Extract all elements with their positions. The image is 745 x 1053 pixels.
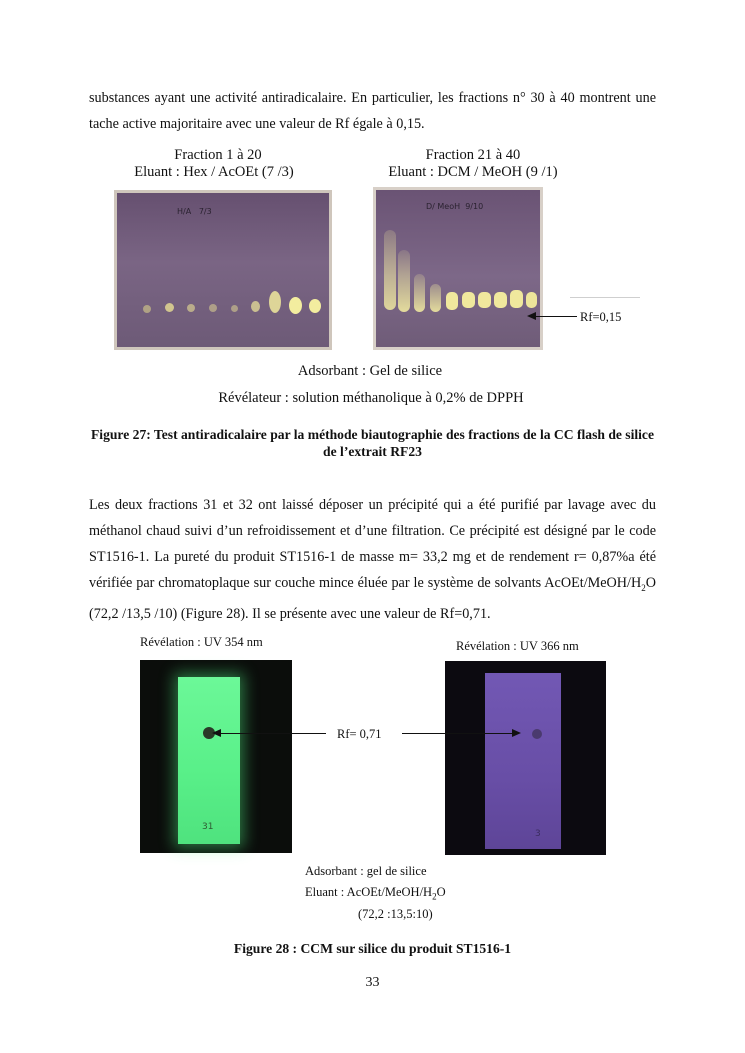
rf-guide-line [570, 297, 640, 298]
plate-mark-3: 3 [535, 829, 541, 839]
tlc-plate-fractions-1-20: H/A 7/3 [114, 190, 332, 350]
tlc-spot [462, 292, 475, 308]
tlc-streak [398, 250, 410, 312]
tlc-plate-violet [485, 673, 561, 849]
tlc-spot [209, 304, 217, 312]
tlc-spot [187, 304, 195, 312]
tlc-spot [478, 292, 491, 308]
tlc-plate-uv366 [445, 661, 606, 855]
tlc-spot [251, 301, 260, 312]
fig27-left-title: Fraction 1 à 20 [174, 147, 262, 163]
fig28-ratio: (72,2 :13,5:10) [358, 907, 433, 921]
fig27-right-eluant: Eluant : DCM / MeOH (9 /1) [388, 164, 558, 180]
eluant-text: O [436, 885, 446, 899]
tlc-spot [269, 291, 281, 313]
figure-27-caption: Figure 27: Test antiradicalaire par la méthode biautographie des fractions de la CC flash de silice de l’extrait RF23 [91, 427, 654, 459]
tlc-spot [494, 292, 507, 308]
tlc-spot [231, 305, 238, 312]
plate-mark-31: 31 [202, 822, 214, 832]
tlc-streak [384, 230, 396, 310]
paragraph-intro: substances ayant une activité antiradicalaire. En particulier, les fractions n° 30 à 40 montrent une tache active majoritaire avec une valeur de Rf égale à 0,15. [89, 90, 656, 132]
tlc-plate-fractions-21-40: D/ MeoH 9/10 [373, 187, 543, 350]
figure-28-caption: Figure 28 : CCM sur silice du produit ST1516-1 [233, 941, 512, 956]
tlc-spot [143, 305, 151, 313]
rf-arrow-left-line [220, 733, 326, 734]
tlc-plate-uv354 [140, 660, 292, 853]
tlc-spot-rf-071 [532, 729, 542, 739]
fig27-revelateur: Révélateur : solution méthanolique à 0,2% de DPPH [218, 390, 524, 406]
paragraph-purification [89, 492, 656, 627]
page-number: 33 [365, 975, 380, 990]
tlc-spot [165, 303, 174, 312]
paragraph-text: O (72,2 /13,5 /10) (Figure 28). Il se présente avec une valeur de Rf=0,71. [89, 575, 656, 622]
rf-arrow-right-line [402, 733, 512, 734]
fig28-left-title: Révélation : UV 354 nm [140, 635, 263, 649]
fig27-right-title: Fraction 21 à 40 [425, 147, 521, 163]
tlc-plate-green [178, 677, 240, 844]
subscript: 2 [641, 582, 646, 593]
arrow-right-head-icon [512, 729, 521, 737]
tlc-spot [510, 290, 523, 308]
fig28-right-title: Révélation : UV 366 nm [456, 639, 579, 653]
fig27-left-eluant: Eluant : Hex / AcOEt (7 /3) [134, 164, 294, 180]
tlc-spot [446, 292, 458, 310]
tlc-streak [414, 274, 425, 312]
rf-arrow-line [535, 316, 577, 317]
tlc-spot [289, 297, 302, 314]
fig28-eluant [305, 883, 446, 906]
paragraph-text: Les deux fractions 31 et 32 ont laissé déposer un précipité qui a été purifié par lavage avec du méthanol chaud suivi d’un refroidissement et d’une filtration. Ce précipité est désigné par le code ST1516-1. La pureté du produit ST1516-1 de masse m= 33,2 mg et de rendement r= 0,87%a été vérifiée par chromatoplaque sur couche mince éluée par le système de solvants AcOEt/MeOH/H [89, 497, 656, 591]
fig27-adsorbant: Adsorbant : Gel de silice [297, 363, 443, 379]
eluant-text: Eluant : AcOEt/MeOH/H [305, 885, 433, 899]
fig28-adsorbant: Adsorbant : gel de silice [305, 864, 427, 878]
rf-label-071: Rf= 0,71 [337, 727, 382, 741]
subscript: 2 [432, 891, 437, 902]
rf-label-015: Rf=0,15 [580, 310, 622, 324]
tlc-streak [430, 284, 441, 312]
tlc-spot [309, 299, 321, 313]
tlc-spot [526, 292, 537, 308]
